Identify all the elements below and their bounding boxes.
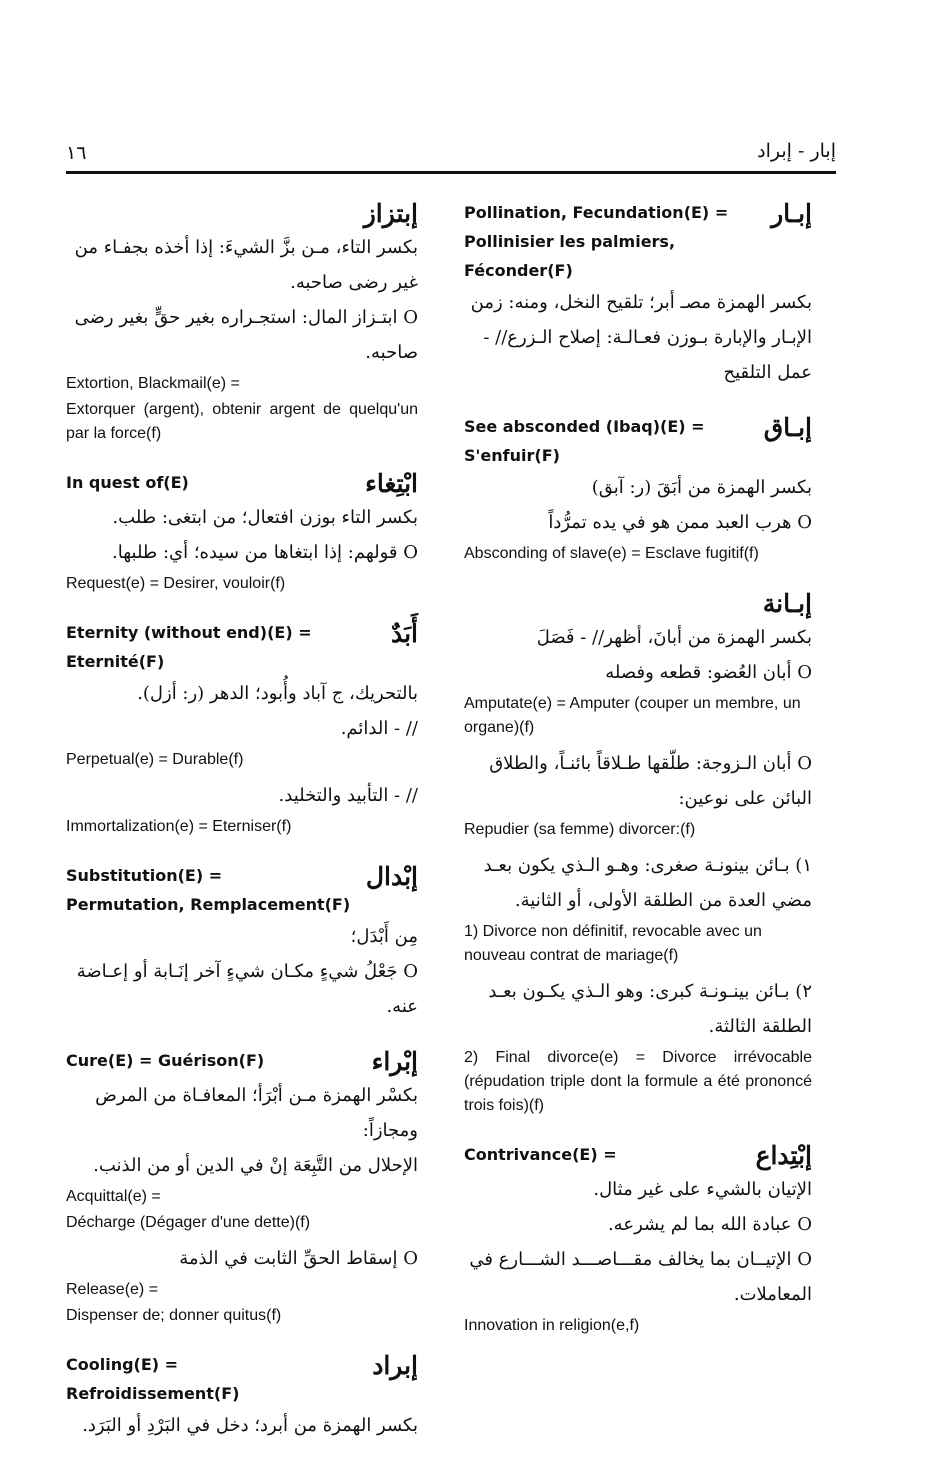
arabic-definition: // - الدائم. (340, 718, 418, 739)
right-column (464, 198, 812, 1360)
english-term: Substitution(E) = (66, 866, 223, 885)
entry-ibar (464, 198, 812, 390)
arabic-definition: O الإتيــان بما يخالف مقـــاصـــد الشـــارع في (469, 1249, 812, 1270)
headword: إبـانة (762, 589, 812, 618)
arabic-definition: مضي العدة من الطلقة الأولى، أو الثانية. (514, 890, 812, 911)
entry-ibtigha (66, 468, 418, 596)
headword: إبْتِداع (755, 1141, 812, 1170)
translation: 1) Divorce non définitif, revocable avec un nouveau contrat de mariage(f) (464, 923, 762, 964)
entry-ibtida (464, 1140, 812, 1338)
arabic-definition: O ابتـزاز المال: استجـراره بغير حقٍّ بغير رضى (74, 307, 418, 328)
arabic-definition: المعاملات. (733, 1284, 812, 1305)
arabic-definition: بكسر التاء بوزن افتعال؛ من ابتغى: طلب. (112, 507, 418, 528)
arabic-definition: O إسقاط الحقِّ الثابت في الذمة (179, 1248, 418, 1269)
arabic-definition: // - التأبيد والتخليد. (278, 785, 418, 806)
english-term: Contrivance(E) = (464, 1145, 617, 1164)
headword: ابْتِغاء (365, 469, 418, 498)
arabic-definition: بكسر الهمزة من أبانَ، أظهر// - فَصَلَ (536, 627, 812, 648)
translation: 2) Final divorce(e) = Divorce irrévocable (répudation triple dont la formule a été prononcé trois fois)(f) (464, 1049, 812, 1114)
arabic-definition: ٢) بـائن بينـونـة كبرى: وهو الـذي يكـون بعـد (488, 981, 812, 1002)
headword: إبْراء (371, 1047, 418, 1076)
page-number: ١٦ (66, 142, 87, 164)
arabic-definition: بكسر الهمزة من أبرد؛ دخل في البَرْدِ أو البَرَد. (82, 1415, 418, 1436)
translation: Décharge (Dégager d'une dette)(f) (66, 1214, 311, 1231)
french-term: S'enfuir(F) (464, 446, 560, 465)
arabic-definition: مِن أَبْدَل؛ (350, 926, 418, 947)
arabic-definition: الإتيان بالشيء على غير مثال. (593, 1179, 812, 1200)
arabic-definition: بكسر التاء، مـن بزَّ الشيءَ: إذا أخذه بجفـاء من (74, 237, 418, 258)
entry-ibana (464, 588, 812, 1118)
translation: Repudier (sa femme) divorcer:(f) (464, 821, 696, 838)
translation: Dispenser de; donner quitus(f) (66, 1307, 282, 1324)
arabic-definition: الطلقة الثالثة. (708, 1016, 812, 1037)
arabic-definition: O هرب العبد ممن هو في يده تمرُّداً (548, 512, 812, 533)
english-term: In quest of(E) (66, 473, 189, 492)
arabic-definition: O قولهم: إذا ابتغاها من سيده؛ أي: طلبها. (112, 542, 418, 563)
french-term: Refroidissement(F) (66, 1384, 240, 1403)
arabic-definition: بكسر الهمزة مصـ أبر؛ تلقيح النخل، ومنه: زمن (470, 292, 812, 313)
english-term: See absconded (Ibaq)(E) = (464, 417, 705, 436)
english-term: Cure(E) = Guérison(F) (66, 1051, 265, 1070)
translation: Absconding of slave(e) = Esclave fugitif(f) (464, 545, 759, 562)
entry-ibtizaz (66, 198, 418, 446)
headword: إبراد (372, 1351, 418, 1380)
page-header (66, 138, 836, 170)
arabic-definition: O أبان العُضو: قطعه وفصله (605, 662, 812, 683)
translation: Acquittal(e) = (66, 1188, 161, 1205)
running-head: إبار - إبراد (757, 140, 836, 162)
entry-ibdal (66, 861, 418, 1024)
english-term: Eternity (without end)(E) = Eternité(F) (66, 623, 312, 671)
entry-ibrad (66, 1350, 418, 1443)
translation: Extortion, Blackmail(e) = (66, 375, 240, 392)
french-term: Permutation, Remplacement(F) (66, 895, 351, 914)
arabic-definition: البائن على نوعين: (678, 788, 812, 809)
entry-abad (66, 618, 418, 839)
arabic-definition: عنه. (386, 996, 418, 1017)
arabic-definition: الإبـار والإبارة بـوزن فعـالـة: إصلاح الـزرع// - (483, 327, 812, 348)
headword: إبـار (771, 199, 812, 228)
translation: Perpetual(e) = Durable(f) (66, 751, 244, 768)
arabic-definition: بكسر الهمزة من أبَقَ (ر: آبق) (591, 477, 812, 498)
arabic-definition: غير رضى صاحبه. (290, 272, 418, 293)
arabic-definition: O جَعْلُ شيءٍ مكـان شيءٍ آخر إنَـابة أو إعـاضة (76, 961, 418, 982)
headword: إبـاق (763, 413, 812, 442)
arabic-definition: الإحلال من التَّبِعَة إنْ في الدين أو من الذنب. (93, 1155, 418, 1176)
arabic-definition: بكسْر الهمزة مـن أبْرَأ؛ المعافـاة من المرض ومجازاً: (95, 1085, 418, 1141)
headword: إبتزاز (363, 199, 418, 228)
arabic-definition: بالتحريك، ج آباد وأُبود؛ الدهر (ر: أزل). (137, 683, 418, 704)
left-column (66, 198, 418, 1465)
arabic-definition: O عبادة الله بما لم يشرعه. (607, 1214, 812, 1235)
english-term: Pollination, Fecundation(E) = (464, 203, 729, 222)
french-term: Pollinisier les palmiers, Féconder(F) (464, 232, 676, 280)
arabic-definition: ١) بـائن بينونـة صغرى: وهـو الـذي يكون بعـد (483, 855, 812, 876)
arabic-definition: O أبان الـزوجة: طلّقها طـلاقاً بائنـاً، والطلاق (489, 753, 812, 774)
arabic-definition: صاحبه. (365, 342, 418, 363)
headword: إبْدال (365, 862, 418, 891)
translation: Innovation in religion(e,f) (464, 1317, 640, 1334)
translation: Request(e) = Desirer, vouloir(f) (66, 575, 286, 592)
translation: Release(e) = (66, 1281, 159, 1298)
translation: Extorquer (argent), obtenir argent de quelqu'un par la force(f) (66, 401, 418, 442)
headword: أَبَدٌ (390, 619, 418, 648)
entry-ibra (66, 1046, 418, 1328)
translation: Immortalization(e) = Eterniser(f) (66, 818, 292, 835)
english-term: Cooling(E) = (66, 1355, 179, 1374)
header-rule (66, 171, 836, 174)
translation: Amputate(e) = Amputer (couper un membre, un organe)(f) (464, 695, 801, 736)
arabic-definition: عمل التلقيح (723, 362, 812, 383)
entry-ibaq (464, 412, 812, 566)
